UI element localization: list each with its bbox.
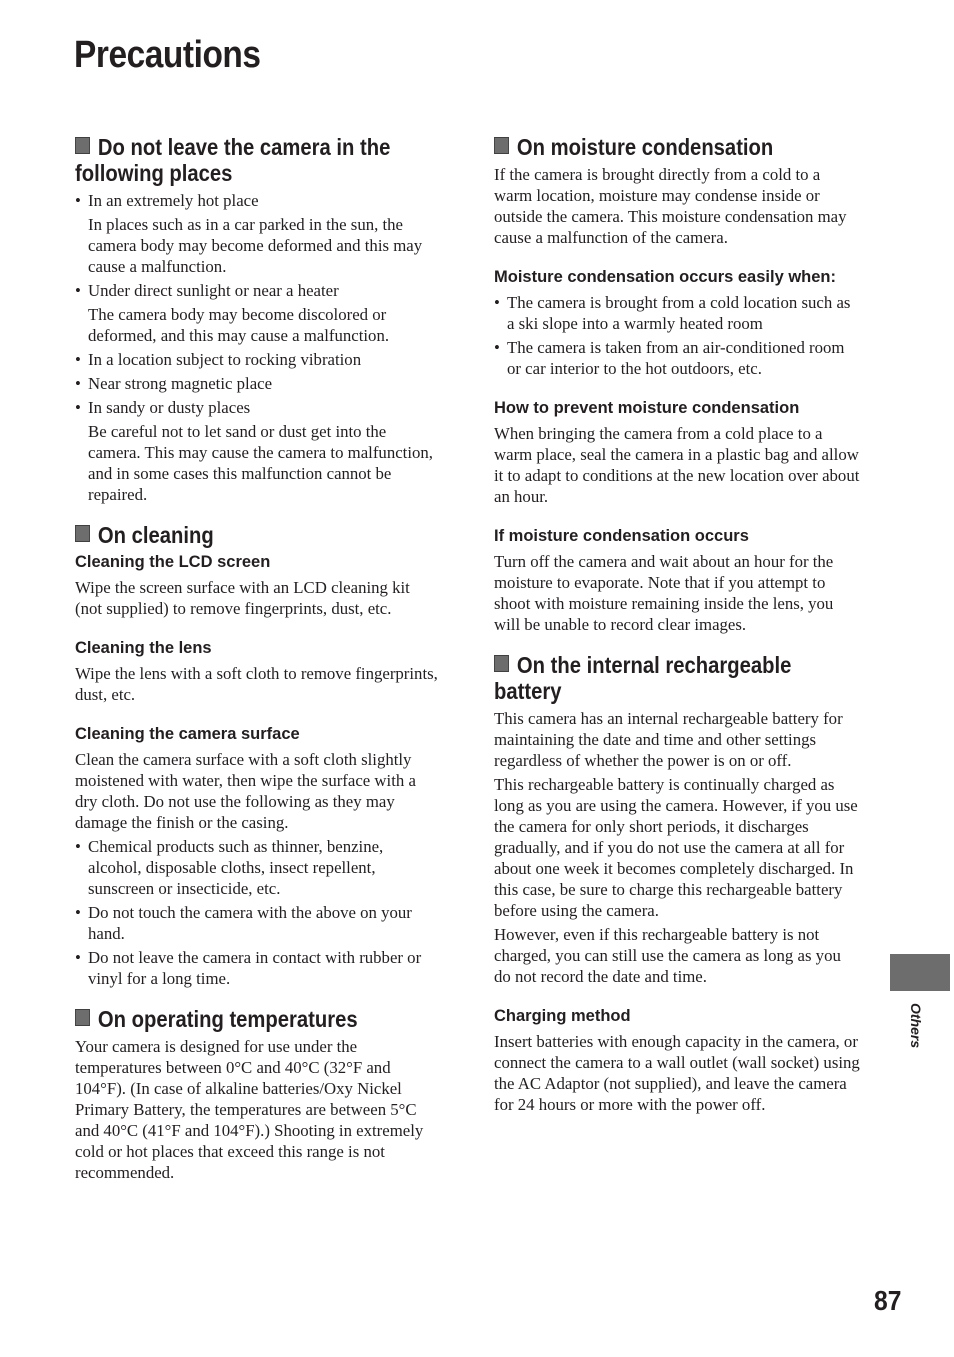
subheading-prevent: How to prevent moisture condensation	[494, 399, 800, 417]
subheading-surface: Cleaning the camera surface	[75, 725, 300, 743]
list-item: • Do not leave the camera in contact with rubber or vinyl for a long time.	[75, 948, 422, 988]
paragraph-lcd: Wipe the screen surface with an LCD cleaning kit (not supplied) to remove fingerprints, dust, etc.	[75, 578, 410, 618]
list-item: • The camera is taken from an air-conditioned room or car interior to the hot outdoors, etc.	[494, 338, 845, 378]
square-bullet-icon	[494, 655, 509, 672]
paragraph-charging: Insert batteries with enough capacity in the camera, or connect the camera to a wall outlet (wall socket) using the AC Adaptor (not supplied), and leave the camera for 24 hours or more with the power off.	[494, 1032, 860, 1114]
square-bullet-icon	[75, 1009, 90, 1026]
section-heading-moisture: On moisture condensation	[494, 134, 861, 160]
bullet-icon: •	[75, 374, 81, 393]
square-bullet-icon	[75, 525, 90, 542]
bullet-icon: •	[75, 948, 81, 967]
square-bullet-icon	[75, 137, 90, 154]
right-column	[494, 134, 860, 1115]
subheading-lcd: Cleaning the LCD screen	[75, 553, 271, 571]
bullet-icon: •	[75, 837, 81, 856]
subheading-lens: Cleaning the lens	[75, 639, 212, 657]
page-number: 87	[874, 1285, 902, 1316]
bullet-icon: •	[494, 293, 500, 312]
list-item: • In a location subject to rocking vibration	[75, 350, 362, 369]
occurs-list	[494, 292, 860, 379]
list-item: • Chemical products such as thinner, benzine, alcohol, disposable cloths, insect repellent, sunscreen or insecticide, etc.	[75, 837, 384, 898]
list-item: • The camera is brought from a cold location such as a ski slope into a warmly heated room	[494, 293, 851, 333]
places-list-3	[75, 349, 441, 418]
subheading-occurs: Moisture condensation occurs easily when:	[494, 268, 836, 286]
section-heading-cleaning: On cleaning	[75, 522, 442, 548]
list-item: • Near strong magnetic place	[75, 374, 273, 393]
list-item: • In an extremely hot place	[75, 191, 259, 210]
list-item-desc: The camera body may become discolored or deformed, and this may cause a malfunction.	[88, 305, 390, 345]
square-bullet-icon	[494, 137, 509, 154]
places-list	[75, 190, 441, 211]
bullet-icon: •	[75, 281, 81, 300]
section-heading-temps: On operating temperatures	[75, 1006, 442, 1032]
paragraph-moisture-intro: If the camera is brought directly from a cold to a warm location, moisture may condense inside or outside the camera. This moisture condensation may cause a malfunction of the camera.	[494, 165, 847, 247]
bullet-icon: •	[75, 191, 81, 210]
list-item-desc: Be careful not to let sand or dust get into the camera. This may cause the camera to malfunction, and in some cases this malfunction cannot be repaired.	[88, 422, 433, 504]
bullet-icon: •	[494, 338, 500, 357]
section-heading-places	[75, 134, 442, 186]
list-item: • Do not touch the camera with the above on your hand.	[75, 903, 412, 943]
paragraph-if-occurs: Turn off the camera and wait about an hour for the moisture to evaporate. Note that if you attempt to shoot with moisture remaining inside the lens, you will be unable to record clear images.	[494, 552, 834, 634]
cleaning-list	[75, 836, 441, 989]
bullet-icon: •	[75, 903, 81, 922]
list-item: • Under direct sunlight or near a heater	[75, 281, 339, 300]
paragraph-temps: Your camera is designed for use under the temperatures between 0°C and 40°C (32°F and 104°F). (In case of alkaline batteries/Oxy Nickel Primary Battery, the temperatures are between 5°C and 40°C (41°F and 104°F).) Shooting in extremely cold or hot places that exceed this range is not recommended.	[75, 1037, 424, 1182]
list-item-desc: In places such as in a car parked in the sun, the camera body may become deformed and this may cause a malfunction.	[88, 215, 423, 276]
list-item: • In sandy or dusty places	[75, 398, 251, 417]
subheading-if-occurs: If moisture condensation occurs	[494, 527, 749, 545]
section-heading-battery: On the internal rechargeable battery	[494, 652, 792, 704]
side-tab-marker	[890, 954, 950, 991]
page-title: Precautions	[74, 34, 261, 76]
bullet-icon: •	[75, 398, 81, 417]
section-heading-places-text: Do not leave the camera in the following places	[75, 134, 391, 186]
paragraph-lens: Wipe the lens with a soft cloth to remove fingerprints, dust, etc.	[75, 664, 438, 704]
left-column	[75, 134, 441, 1183]
bullet-icon: •	[75, 350, 81, 369]
places-list-2	[75, 280, 441, 301]
paragraph-surface: Clean the camera surface with a soft cloth slightly moistened with water, then wipe the surface with a dry cloth. Do not use the following as they may damage the finish or the casing.	[75, 750, 416, 832]
paragraph-battery-2: This rechargeable battery is continually charged as long as you are using the camera. However, if you use the camera for only short periods, it discharges gradually, and if you do not use the camera at all for about one week it becomes completely discharged. In this case, be sure to charge this rechargeable battery before using the camera.	[494, 775, 858, 920]
paragraph-battery-1: This camera has an internal rechargeable battery for maintaining the date and time and other settings regardless of whether the power is on or off.	[494, 709, 843, 770]
paragraph-prevent: When bringing the camera from a cold place to a warm place, seal the camera in a plastic bag and allow it to adapt to conditions at the new location over about an hour.	[494, 424, 860, 506]
side-tab-label: Others	[908, 1003, 924, 1049]
paragraph-battery-3: However, even if this rechargeable battery is not charged, you can still use the camera as long as you do not record the date and time.	[494, 925, 841, 986]
subheading-charging: Charging method	[494, 1007, 631, 1025]
